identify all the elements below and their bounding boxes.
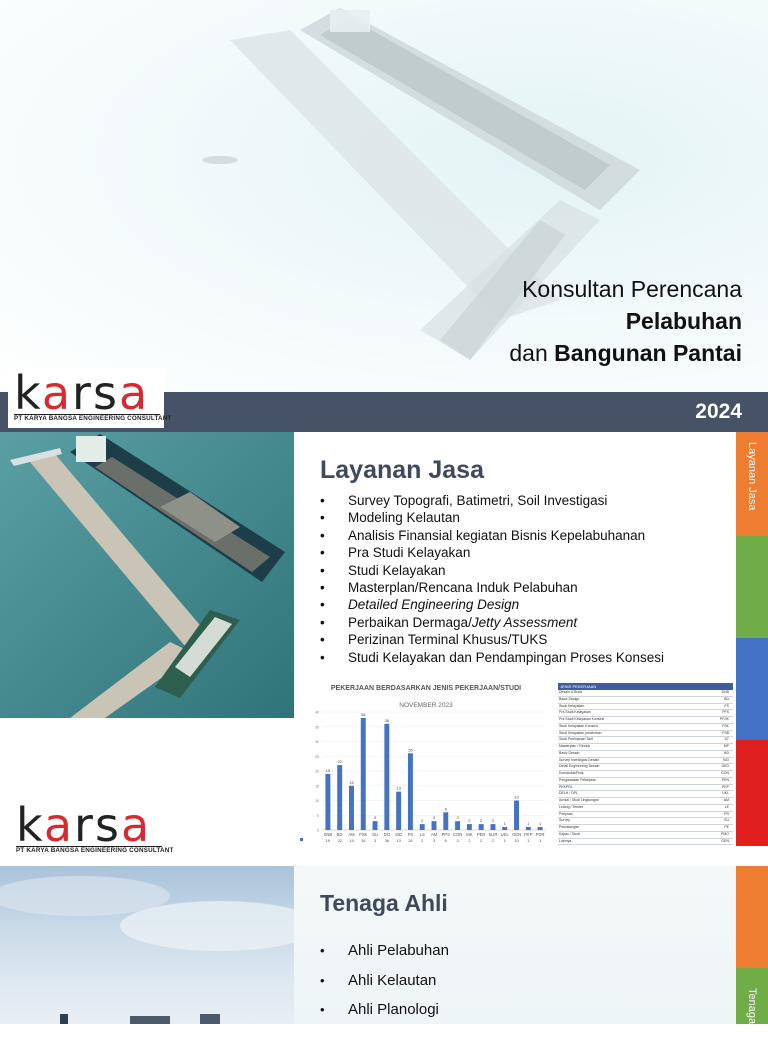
legend-row-name: Masterplan / Rinduk	[559, 744, 591, 748]
data-label: 6	[444, 806, 447, 812]
bar-pps	[443, 812, 448, 830]
bar-pkp	[526, 827, 531, 830]
legend-table	[558, 683, 733, 855]
legend-row-name: Basic Desain	[559, 750, 580, 755]
x-tick-value: 19	[325, 838, 331, 843]
bar-sid	[396, 792, 401, 830]
x-tick-label: MK	[466, 832, 473, 837]
tab-label-layanan-jasa: Layanan Jasa	[746, 442, 758, 511]
legend-row-code: SU	[724, 818, 729, 823]
x-tick-value: 36	[384, 838, 390, 843]
list-item: • Detailed Engineering Design	[320, 596, 720, 613]
legend-row-code: PFS	[722, 710, 729, 715]
tab-green[interactable]	[736, 536, 768, 638]
data-label: 2	[468, 818, 471, 824]
legend-table-row	[558, 737, 733, 744]
legend-row-code: PR	[724, 811, 729, 816]
x-tick-value: 22	[337, 838, 342, 843]
legend-table-row	[558, 778, 733, 785]
legend-row-code: DED	[721, 764, 729, 769]
data-label: 1	[503, 821, 506, 827]
data-label: 19	[325, 767, 331, 773]
bar-pdr	[538, 827, 543, 830]
tab-blue[interactable]	[736, 638, 768, 740]
x-tick-value: 1	[503, 838, 506, 843]
list-item: • Survey Topografi, Batimetri, Soil Investigasi	[320, 492, 720, 509]
legend-row-name: Desain & Build	[559, 690, 582, 694]
legend-table-row	[558, 818, 733, 825]
tab-spacer	[736, 846, 768, 866]
x-tick-label: PER	[476, 832, 486, 837]
hero-title-line1: Konsultan Perencana	[522, 276, 742, 302]
legend-row-code: ST	[724, 737, 729, 742]
x-tick-label: BD	[336, 832, 343, 837]
year-label: 2024	[695, 400, 742, 423]
legend-row-name: Perijinan	[559, 811, 573, 816]
x-tick-value: 3	[432, 838, 436, 843]
y-tick-label: 15	[315, 784, 319, 789]
legend-table-row	[558, 791, 733, 798]
legend-table-row	[558, 771, 733, 778]
legend-row-name: Basic Design	[559, 696, 580, 701]
y-tick-label: 0	[317, 828, 319, 833]
data-label: 3	[432, 815, 436, 821]
legend-row-name: Pengawasan Pekerjaan	[559, 777, 596, 782]
x-tick-value: 38	[361, 838, 366, 843]
legend-row-name: Studi Kelayakan Konsesi	[559, 723, 598, 728]
legend-table-row	[558, 764, 733, 771]
bar-snb	[325, 774, 330, 830]
bar-mk	[467, 824, 472, 830]
legend-row-name: Kajian / Studi	[559, 831, 580, 836]
data-label: 3	[456, 815, 459, 821]
legend-table-row	[558, 812, 733, 819]
tab-label-tenaga-ahli: Tenaga Ahli	[746, 988, 758, 1045]
ship-photo	[0, 432, 294, 718]
x-tick-label: SU	[372, 832, 378, 837]
list-item: • Studi Kelayakan	[320, 562, 720, 579]
list-item: • Ahli Planologi	[320, 995, 449, 1025]
legend-row-name: DELH / DPL	[559, 791, 579, 796]
x-tick-value: 2	[468, 838, 471, 843]
x-tick-label: PPS	[441, 832, 450, 837]
list-item: • Analisis Finansial kegiatan Bisnis Kepelabuhanan	[320, 527, 720, 544]
x-tick-label: PKP	[524, 832, 533, 837]
data-label: 2	[491, 818, 495, 824]
bar-fsk	[361, 718, 366, 830]
data-label: 2	[421, 818, 424, 824]
y-tick-label: 20	[315, 769, 319, 774]
chart-subtitle: NOVEMBER 2023	[399, 702, 453, 709]
data-label: 10	[514, 794, 519, 800]
legend-table-row	[558, 690, 733, 697]
bar-sur	[490, 824, 495, 830]
harbor-photo	[0, 866, 294, 1024]
hero-title-line3	[509, 336, 742, 370]
list-item: • Pra Studi Kelayakan	[320, 544, 720, 561]
bar-con	[455, 821, 460, 830]
services-title: Layanan Jasa	[320, 456, 484, 484]
legend-table-row	[558, 710, 733, 717]
x-tick-label: GEN	[511, 832, 522, 837]
legend-row-name: Pra Studi Kelayakan	[559, 710, 591, 715]
legend-row-code: PKP	[721, 784, 729, 789]
x-tick-value: 2	[421, 838, 424, 843]
x-tick-label: AM	[430, 832, 438, 837]
bar-ukl	[502, 827, 507, 830]
legend-row-code: PFSK	[719, 717, 729, 721]
legend-table-row	[558, 704, 733, 711]
legend-table-header: JENIS PEKERJAAN	[558, 683, 733, 690]
tab-orange-2[interactable]	[736, 866, 768, 968]
legend-row-name: Konstruksi/Fisik	[559, 771, 584, 775]
x-tick-label: LS	[419, 832, 425, 837]
legend-table-rows	[558, 690, 733, 845]
services-list	[320, 492, 720, 666]
x-tick-value: 1	[527, 838, 530, 843]
x-tick-label: SNB	[323, 832, 333, 837]
legend-row-code: BD	[724, 696, 729, 701]
legend-row-name: Survey Investigasi Desain	[559, 757, 600, 762]
x-tick-label: SID	[395, 832, 403, 837]
bar-bd	[337, 765, 342, 830]
hero-title-line3-bold: Bangunan Pantai	[554, 340, 742, 366]
legend-row-code: AM	[723, 798, 729, 802]
tab-layanan-jasa[interactable]	[736, 432, 768, 536]
bar-am	[349, 786, 354, 830]
x-tick-value: 26	[408, 838, 413, 843]
legend-table-row	[558, 697, 733, 704]
x-tick-label: FS	[407, 832, 414, 837]
y-tick-label: 5	[317, 813, 319, 818]
logo-subtitle: PT KARYA BANGSA ENGINEERING CONSULTANT	[14, 415, 172, 422]
legend-swatch	[300, 838, 303, 841]
logo-wordmark: karsa	[14, 366, 150, 420]
y-tick-label: 10	[315, 799, 319, 803]
x-tick-value: 6	[444, 838, 447, 843]
x-tick-value: 15	[349, 838, 354, 843]
hero-title-line2: Pelabuhan	[625, 308, 742, 334]
legend-row-name: Pra Studi Kelayakan Konsesi	[559, 717, 605, 721]
y-tick-label: 40	[315, 710, 319, 715]
y-tick-label: 25	[315, 754, 319, 759]
list-item: • Ahli Kelautan	[320, 966, 449, 996]
legend-row-name: PKKPRL	[559, 784, 573, 789]
list-item: • Studi Kelayakan dan Pendampingan Proses Konsesi	[320, 649, 720, 666]
legend-row-name: Lelang / Tender	[559, 804, 584, 809]
legend-row-code: DNB	[721, 690, 729, 694]
experts-list	[320, 936, 449, 1025]
hero-banner	[0, 0, 768, 392]
x-tick-value: 10	[514, 838, 519, 843]
x-tick-value: 3	[456, 838, 459, 843]
bar-do	[384, 724, 389, 830]
x-tick-label: DO	[383, 832, 390, 837]
bar-gen	[514, 801, 519, 831]
legend-table-row	[558, 717, 733, 724]
legend-table-row	[558, 731, 733, 738]
list-item: • Ahli Pelabuhan	[320, 936, 449, 966]
x-tick-value: 2	[480, 838, 483, 843]
bar-su	[373, 821, 378, 830]
legend-row-code: MP	[723, 744, 729, 748]
legend-row-name: Amdal / Studi Lingkungan	[559, 798, 599, 802]
legend-table-row	[558, 785, 733, 792]
bar-am	[432, 821, 437, 830]
logo-wordmark: karsa	[16, 798, 152, 852]
legend-row-name: Pematangan	[559, 825, 579, 829]
legend-row-name: Lainnya	[559, 838, 572, 843]
bar-fs	[408, 753, 413, 830]
legend-row-name: Studi Peninjauan Tarif	[559, 737, 593, 742]
x-tick-value: 13	[396, 838, 401, 843]
legend-row-name: Studi Kelayakan	[559, 703, 585, 708]
x-tick-label: FSK	[359, 832, 368, 837]
bar-ls	[420, 824, 425, 830]
legend-row-code: GEN	[721, 838, 729, 843]
legend-table-row	[558, 724, 733, 731]
legend-row-code: PMO	[721, 831, 729, 836]
data-label: 13	[396, 785, 401, 791]
legend-table-row	[558, 839, 733, 846]
chart-panel	[296, 682, 556, 858]
x-tick-label: CON	[452, 832, 463, 837]
legend-row-name: Survey	[559, 818, 570, 823]
legend-table-row	[558, 832, 733, 839]
legend-row-name: Detail Engineering Desain	[559, 764, 600, 769]
legend-table-row	[558, 758, 733, 765]
legend-table-row	[558, 805, 733, 812]
data-label: 3	[373, 815, 377, 821]
legend-row-code: PE	[724, 825, 729, 829]
tab-tenaga-ahli[interactable]	[736, 968, 768, 1045]
y-tick-label: 30	[315, 740, 319, 744]
tab-red[interactable]	[736, 740, 768, 846]
legend-row-code: SID	[723, 757, 729, 762]
legend-row-code: UKL	[722, 791, 729, 796]
legend-row-name: Studi Kelayakan pelabuhan	[559, 730, 602, 735]
legend-row-code: PEN	[721, 777, 729, 782]
legend-row-code: LE	[724, 804, 729, 809]
legend-table-row	[558, 798, 733, 805]
legend-row-code: FS	[724, 703, 729, 708]
chart-title: PEKERJAAN BERDASARKAN JENIS PEKERJAAN/STUDI	[330, 685, 522, 692]
legend-table-row	[558, 744, 733, 751]
x-tick-value: 3	[373, 838, 377, 843]
hero-title-line3-prefix: dan	[509, 340, 548, 366]
bar-chart	[296, 682, 556, 858]
logo-subtitle: PT KARYA BANGSA ENGINEERING CONSULTANT	[16, 847, 174, 854]
data-label: 1	[538, 821, 542, 827]
x-tick-label: AM	[348, 832, 355, 837]
data-label: 15	[349, 779, 354, 785]
data-label: 2	[480, 818, 483, 824]
list-item: • Perbaikan Dermaga/Jetty Assessment	[320, 614, 720, 631]
list-item: • Masterplan/Rencana Induk Pelabuhan	[320, 579, 720, 596]
legend-row-code: CON	[721, 771, 729, 775]
karsa-logo-bottom	[10, 798, 174, 862]
data-label: 22	[337, 759, 342, 765]
legend-table-row	[558, 751, 733, 758]
data-label: 38	[361, 711, 366, 717]
list-item: • Perizinan Terminal Khusus/TUKS	[320, 631, 720, 648]
legend-table-row	[558, 825, 733, 832]
data-label: 26	[408, 747, 413, 753]
x-tick-label: PDR	[535, 832, 545, 837]
data-label: 36	[384, 717, 390, 723]
x-tick-label: SUR	[488, 832, 498, 837]
list-item: • Modeling Kelautan	[320, 509, 720, 526]
experts-title: Tenaga Ahli	[320, 890, 448, 916]
bar-per	[479, 824, 484, 830]
legend-row-code: BD	[724, 750, 729, 755]
y-tick-label: 35	[315, 725, 319, 730]
x-tick-value: 2	[491, 838, 495, 843]
x-tick-value: 1	[538, 838, 542, 843]
legend-row-code: FSK	[722, 723, 729, 728]
karsa-logo-top	[8, 366, 172, 428]
x-tick-label: UKL	[500, 832, 509, 837]
data-label: 1	[527, 821, 530, 827]
legend-row-code: FSB	[722, 730, 729, 735]
